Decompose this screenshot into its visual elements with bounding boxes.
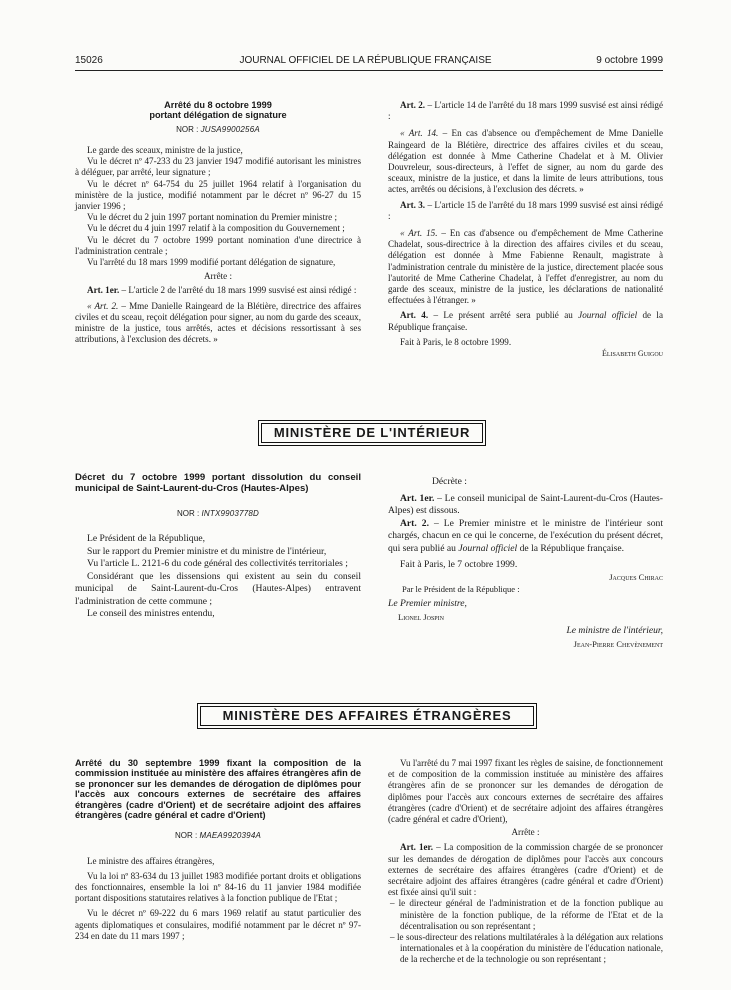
interieur-premier-ministre-title: Le Premier ministre, [388, 598, 467, 609]
justice-preamble-3: Vu le décret du 2 juin 1997 portant nomination du Premier ministre ; [87, 212, 337, 223]
justice-title: Arrêté du 8 octobre 1999 portant délégation de signature [149, 100, 287, 121]
justice-signature: Élisabeth Guigou [602, 349, 663, 359]
interieur-preamble-4: Le conseil des ministres entendu, [87, 608, 215, 620]
justice-preamble-2: Vu le décret nº 64-754 du 25 juillet 1964 relatif à l'organisation du ministère de la justice, modifié notamment par le décret nº 96-27 du 15 janvier 1996 ; [75, 178, 361, 212]
justice-arrete: Arrête : [203, 271, 233, 282]
justice-preamble-6: Vu l'arrêté du 18 mars 1999 modifié portant délégation de signature, [87, 257, 336, 268]
justice-article-3-quote: « Art. 15. – En cas d'absence ou d'empêchement de Mme Catherine Chadelat, sous-directrice à la direction des affaires civiles et du sceau, délégation est donnée à Mme Fabienne Renault, magistrate à l'administration centrale du ministère de la justice, directement placée sous l'autorité de Mme Catherine Chadelat, à l'effet d'enregistrer, au nom du garde des sceaux, ministre de la justice, les déclarations de nationalité effectuées à l'étranger. » [388, 228, 663, 306]
justice-left-column [75, 100, 361, 345]
interieur-article-2: Art. 2. – Le Premier ministre et le ministre de l'intérieur sont chargés, chacun en ce qui le concerne, de l'exécution du présent décret, qui sera publié au Journal officiel de la République française. [388, 517, 663, 554]
interieur-left-column [75, 473, 361, 621]
ae-member-0: – le directeur général de l'administration et de la fonction publique au ministère de la fonction publique, de la réforme de l'Etat et de la décentralisation ou son représentant ; [390, 898, 663, 931]
interieur-signature-president: Jacques Chirac [609, 571, 663, 582]
ae-nor: NOR : MAEA9920394A [174, 831, 262, 841]
ae-preamble-2: Vu le décret nº 69-222 du 6 mars 1969 relatif au statut particulier des agents diplomatiques et consulaires, modifié notamment par le décret nº 97-234 en date du 11 mars 1997 ; [75, 908, 361, 941]
ae-right-column [388, 758, 663, 966]
justice-article-1: Art. 1er. – L'article 2 de l'arrêté du 18 mars 1999 susvisé est ainsi rédigé : [87, 285, 357, 296]
ae-preamble-1: Vu la loi nº 83-634 du 13 juillet 1983 modifiée portant droits et obligations des fonctionnaires, ensemble la loi nº 84-16 du 11 janvier 1984 modifiée portant dispositions statutaires relatives à la fonction publique de l'Etat ; [75, 870, 361, 904]
justice-right-column [388, 100, 663, 359]
justice-article-3: Art. 3. – L'article 15 de l'arrêté du 18 mars 1999 susvisé est ainsi rédigé : [388, 199, 664, 221]
justice-preamble-4: Vu le décret du 4 juin 1997 relatif à la composition du Gouvernement ; [87, 223, 345, 234]
banner-affaires-etrangeres [197, 703, 537, 729]
banner-interieur [258, 420, 486, 446]
interieur-article-1: Art. 1er. – Le conseil municipal de Saint-Laurent-du-Cros (Hautes-Alpes) est dissous. [388, 492, 663, 516]
interieur-preamble-2: Vu l'article L. 2121-6 du code général des collectivités territoriales ; [87, 558, 348, 570]
header-rule [75, 70, 663, 71]
ae-preamble-0: Le ministre des affaires étrangères, [87, 855, 215, 866]
interieur-preamble-3: Considérant que les dissensions qui existent au sein du conseil municipal de Saint-Laurent-du-Cros (Hautes-Alpes) entravent l'administration de cette commune ; [75, 570, 361, 607]
interieur-title: Décret du 7 octobre 1999 portant dissolution du conseil municipal de Saint-Laurent-du-Cros (Hautes-Alpes) [75, 472, 361, 494]
page-number: 15026 [75, 55, 103, 66]
interieur-right-column [388, 476, 663, 650]
justice-article-2: Art. 2. – L'article 14 de l'arrêté du 18 mars 1999 susvisé est ainsi rédigé : [388, 100, 664, 122]
interieur-premier-ministre-name: Lionel Jospin [398, 611, 444, 622]
ae-article-1: Art. 1er. – La composition de la commission chargée de se prononcer sur les demandes de dérogation de diplômes pour l'accès aux concours externes de secrétaire des affaires étrangères (cadre d'Orient) et de secrétaire adjoint des affaires étrangères (cadre général et cadre d'Orient) est fixée ainsi qu'il suit : [388, 842, 663, 898]
interieur-preamble-0: Le Président de la République, [87, 533, 206, 545]
interieur-ministre-title: Le ministre de l'intérieur, [566, 625, 663, 636]
interieur-nor: NOR : INTX9903778D [176, 509, 259, 519]
justice-article-4: Art. 4. – Le présent arrêté sera publié au Journal officiel de la République française. [388, 310, 663, 332]
interieur-fait: Fait à Paris, le 7 octobre 1999. [400, 559, 518, 570]
banner-interieur-label: MINISTÈRE DE L'INTÉRIEUR [261, 423, 483, 443]
justice-preamble-0: Le garde des sceaux, ministre de la justice, [87, 145, 243, 156]
ae-left-column [75, 758, 361, 942]
interieur-preamble-1: Sur le rapport du Premier ministre et du ministre de l'intérieur, [87, 545, 327, 557]
ae-member-1: – le sous-directeur des relations multilatérales à la délégation aux relations internationales et à la coopération du ministère de l'éducation nationale, de la recherche et de la technologie ou son représentant ; [390, 932, 663, 965]
interieur-par-le-president: Par le Président de la République : [402, 583, 520, 594]
justice-fait: Fait à Paris, le 8 octobre 1999. [400, 336, 512, 347]
ae-arrete: Arrête : [511, 827, 540, 838]
justice-preamble-5: Vu le décret du 7 octobre 1999 portant nomination d'une directrice à l'administration centrale ; [75, 234, 361, 256]
ae-title: Arrêté du 30 septembre 1999 fixant la composition de la commission instituée au ministère des affaires étrangères afin de se prononcer sur les demandes de dérogation de diplômes pour l'accès aux concours externes de secrétaire des affaires étrangères (cadre d'Orient) et de secrétaire adjoint des affaires étrangères (cadre général et cadre d'Orient) [75, 758, 361, 821]
justice-preamble-1: Vu le décret nº 47-233 du 23 janvier 1947 modifié autorisant les ministres à déléguer, par arrêté, leur signature ; [75, 156, 361, 178]
issue-date: 9 octobre 1999 [596, 55, 663, 66]
journal-title: JOURNAL OFFICIEL DE LA RÉPUBLIQUE FRANÇAISE [239, 55, 492, 66]
banner-affaires-etrangeres-label: MINISTÈRE DES AFFAIRES ÉTRANGÈRES [200, 706, 534, 726]
interieur-decrete: Décrète : [432, 476, 467, 487]
justice-nor: NOR : JUSA9900256A [176, 124, 260, 134]
justice-article-2-quote: « Art. 14. – En cas d'absence ou d'empêchement de Mme Danielle Raingeard de la Blétière, directrice des affaires civiles et du sceau, délégation est donnée à Mme Catherine Chadelat et à M. Olivier Douvreleur, sous-directeurs, à l'effet de signer, au nom du garde des sceaux, ministre de la justice, et dans la limite de leurs attributions, tous actes, arrêtés ou décisions, à l'exclusion des décrets. » [388, 128, 663, 195]
justice-article-1-quote: « Art. 2. – Mme Danielle Raingeard de la Blétière, directrice des affaires civiles et du sceau, reçoit délégation pour signer, au nom du garde des sceaux, ministre de la justice, tous arrêtés, actes et décisions ressortissant à ses attributions, à l'exclusion des décrets. » [75, 300, 361, 345]
ae-preamble-3: Vu l'arrêté du 7 mai 1997 fixant les règles de saisine, de fonctionnement et de composition de la commission instituée au ministère des affaires étrangères afin de se prononcer sur les demandes de dérogation de diplômes pour l'accès aux concours externes de secrétaire des affaires étrangères (cadre d'Orient) et de secrétaire adjoint des affaires étrangères (cadre général et cadre d'Orient), [388, 758, 663, 825]
interieur-ministre-name: Jean-Pierre Chevènement [573, 638, 663, 649]
